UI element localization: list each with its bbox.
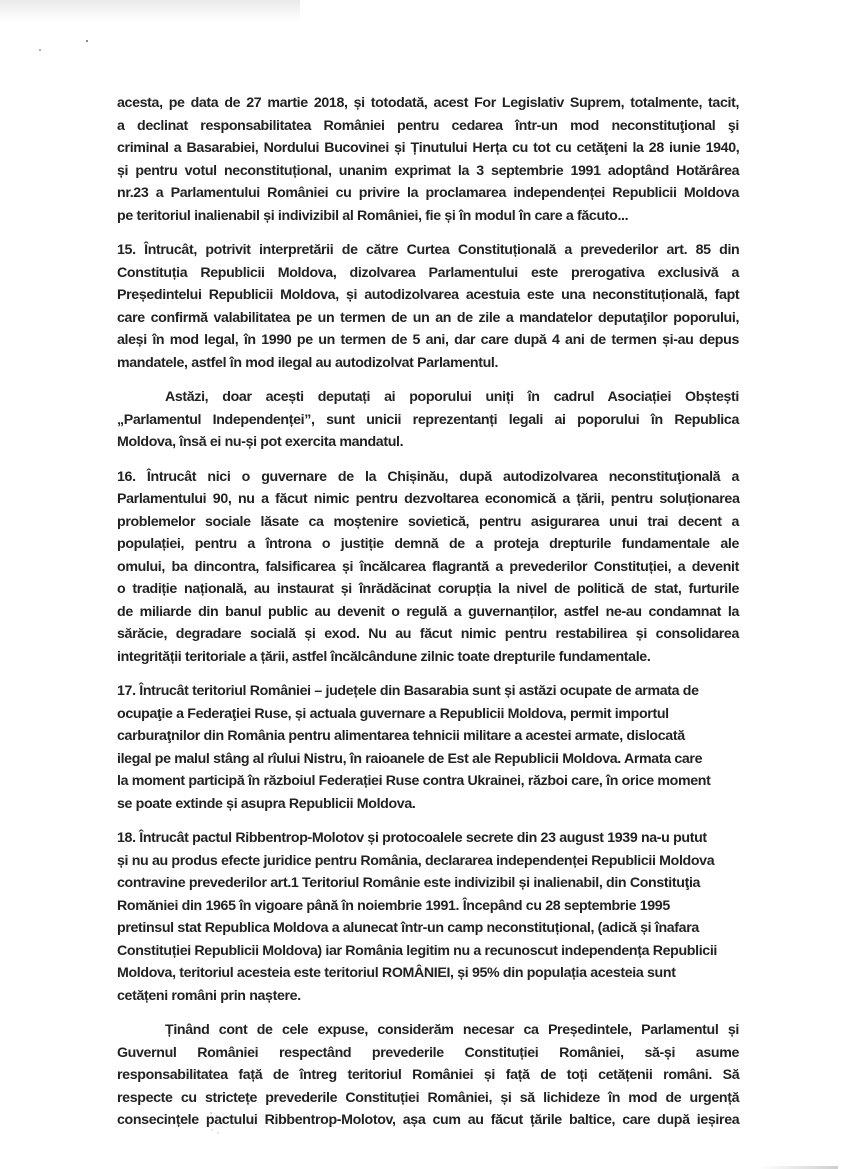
text-line: mandatele, astfel în mod ilegal au autodizolvat Parlamentul. bbox=[117, 354, 499, 371]
text-line: a declinat responsabilitatea României pentru cedarea într-un mod neconstituţional şi bbox=[117, 117, 739, 134]
paragraph-item-18 bbox=[117, 827, 739, 1007]
text-line: la moment participă în războiul Federației Ruse contra Ukrainei, război care, în orice moment bbox=[117, 773, 711, 789]
text-line: contravine prevederilor art.1 Teritoriul Românie este indivizibil și inalienabil, din Constituţia bbox=[117, 875, 701, 891]
scan-shadow-top bbox=[0, 0, 300, 22]
text-line: ilegal pe malul stâng al rîului Nistru, în raioanele de Est ale Republicii Moldova. Armata care bbox=[117, 750, 703, 767]
document-page bbox=[117, 92, 739, 1144]
text-line: aleși în mod legal, în 1990 pe un termen de 5 ani, dar care după 4 ani de termen și-au depus bbox=[117, 332, 739, 348]
text-line: cetățeni români prin naștere. bbox=[117, 987, 301, 1004]
text-line: Constituția Republicii Moldova, dizolvarea Parlamentului este prerogativa exclusivă a bbox=[117, 264, 739, 281]
paragraph-item-17 bbox=[117, 680, 739, 815]
paragraph-intro-continuation bbox=[117, 92, 739, 227]
text-line: omului, ba dincontra, falsificarea și încălcarea flagrantă a prevederilor Constituției, a devenit bbox=[117, 558, 739, 575]
text-line: 15. Întrucât, potrivit interpretării de către Curtea Constituțională a prevederilor art. 85 din bbox=[117, 242, 740, 258]
text-line: integrității teritoriale a țării, astfel încălcândune zilnic toate drepturile fundamentale. bbox=[117, 648, 651, 665]
scan-speck bbox=[86, 40, 88, 42]
text-line: problemelor sociale lăsate ca moștenire sovietică, pentru asigurarea unui trai decent a bbox=[117, 513, 740, 530]
text-line: Constituției Republicii Moldova) iar România legitim nu a recunoscut independența Republicii bbox=[117, 942, 718, 959]
text-line: Astăzi, doar acești deputați ai poporului uniți în cadrul Asociației Obștești bbox=[165, 389, 739, 405]
text-line: Moldova, teritoriul acesteia este teritoriul ROMÂNIEI, și 95% din populația acesteia sunt bbox=[117, 965, 676, 981]
text-line: carburaţnilor din România pentru alimentarea tehnicii militare a acestei armate, dislocată bbox=[117, 728, 685, 744]
text-line: sărăcie, degradare socială și exod. Nu au făcut nimic pentru restabilirea și consolidarea bbox=[117, 626, 739, 642]
text-line: „Parlamentul Independenței”, sunt unicii reprezentanți legali ai poporului în Republica bbox=[117, 411, 739, 428]
text-line: populației, pentru a întrona o justiție demnă de a proteja drepturile fundamentale ale bbox=[117, 536, 739, 552]
text-line: 17. Întrucât teritoriul României – județele din Basarabia sunt și astăzi ocupate de armata de bbox=[117, 683, 699, 699]
text-line: Ținând cont de cele expuse, considerăm necesar ca Președintele, Parlamentul și bbox=[165, 1022, 739, 1038]
text-line: nr.23 a Parlamentului României cu privire la proclamarea independenței Republicii Moldova bbox=[117, 185, 739, 201]
text-line: și nu au produs efecte juridice pentru România, declararea independenței Republicii Moldova bbox=[117, 852, 715, 869]
text-line: Președintelui Republicii Moldova, și autodizolvarea acestuia este una neconstituțională, fapt bbox=[117, 287, 740, 303]
text-line: Guvernul României respectând prevederile Constituției României, să-și asume bbox=[117, 1044, 739, 1061]
text-line: criminal a Basarabiei, Nordului Bucovinei și Ținutului Herța cu tot cu cetăţeni la 28 iunie 1940, bbox=[117, 140, 740, 156]
text-line: ocupaţie a Federaţiei Ruse, și actuala guvernare a Republicii Moldova, permit importul bbox=[117, 705, 669, 722]
text-line: și pentru votul neconstituțional, unanim exprimat la 3 septembrie 1991 adoptând Hotărârea bbox=[117, 162, 740, 179]
text-line: 18. Întrucât pactul Ribbentrop-Molotov și protocoalele secrete din 23 august 1939 na-u putut bbox=[117, 830, 707, 846]
text-line: Moldova, însă ei nu-și pot exercita mandatul. bbox=[117, 434, 404, 450]
text-line: care confirmă valabilitatea pe un termen de un an de zile a mandatelor deputaţilor poporului, bbox=[117, 309, 740, 326]
text-line: Parlamentului 90, nu a făcut nimic pentru dezvoltarea economică a țării, pentru soluționarea bbox=[117, 491, 740, 507]
scan-smudge bbox=[205, 1108, 233, 1138]
text-line: pe teritoriul inalienabil și indivizibil al României, fie și în modul în care a făcuto... bbox=[117, 207, 629, 224]
text-line: acesta, pe data de 27 martie 2018, și totodată, acest For Legislativ Suprem, totalmente, tacit, bbox=[117, 95, 740, 111]
text-line: consecințele pactului Ribbentrop-Molotov, așa cum au făcut țările baltice, care după ieșirea bbox=[117, 1112, 740, 1128]
text-line: 16. Întrucât nici o guvernare de la Chișinău, după autodizolvarea neconstituţională a bbox=[117, 468, 739, 485]
text-line: Romăniei din 1965 în vigoare până în noiembrie 1991. Începând cu 28 septembrie 1995 bbox=[117, 897, 670, 914]
paragraph-item-15 bbox=[117, 239, 739, 374]
paragraph-item-16 bbox=[117, 466, 739, 669]
text-line: responsabilitatea față de întreg teritoriul României și față de toți cetățenii români. Să bbox=[117, 1067, 740, 1083]
text-line: o tradiție națională, au instaurat și înrădăcinat corupția la nivel de politică de stat, furturile bbox=[117, 581, 739, 597]
text-line: se poate extinde și asupra Republicii Moldova. bbox=[117, 795, 416, 812]
text-line: pretinsul stat Republica Moldova a alunecat într-un camp neconstituțional, (adică și înafara bbox=[117, 920, 699, 936]
text-line: de miliarde din banul public au devenit o regulă a guvernanților, astfel ne-au condamnat la bbox=[117, 603, 739, 620]
scan-speck bbox=[39, 49, 41, 51]
paragraph-item-15-continuation bbox=[117, 386, 739, 454]
text-line: respecte cu strictețe prevederile Constituției României, și să lichideze în mod de urgență bbox=[117, 1089, 740, 1106]
